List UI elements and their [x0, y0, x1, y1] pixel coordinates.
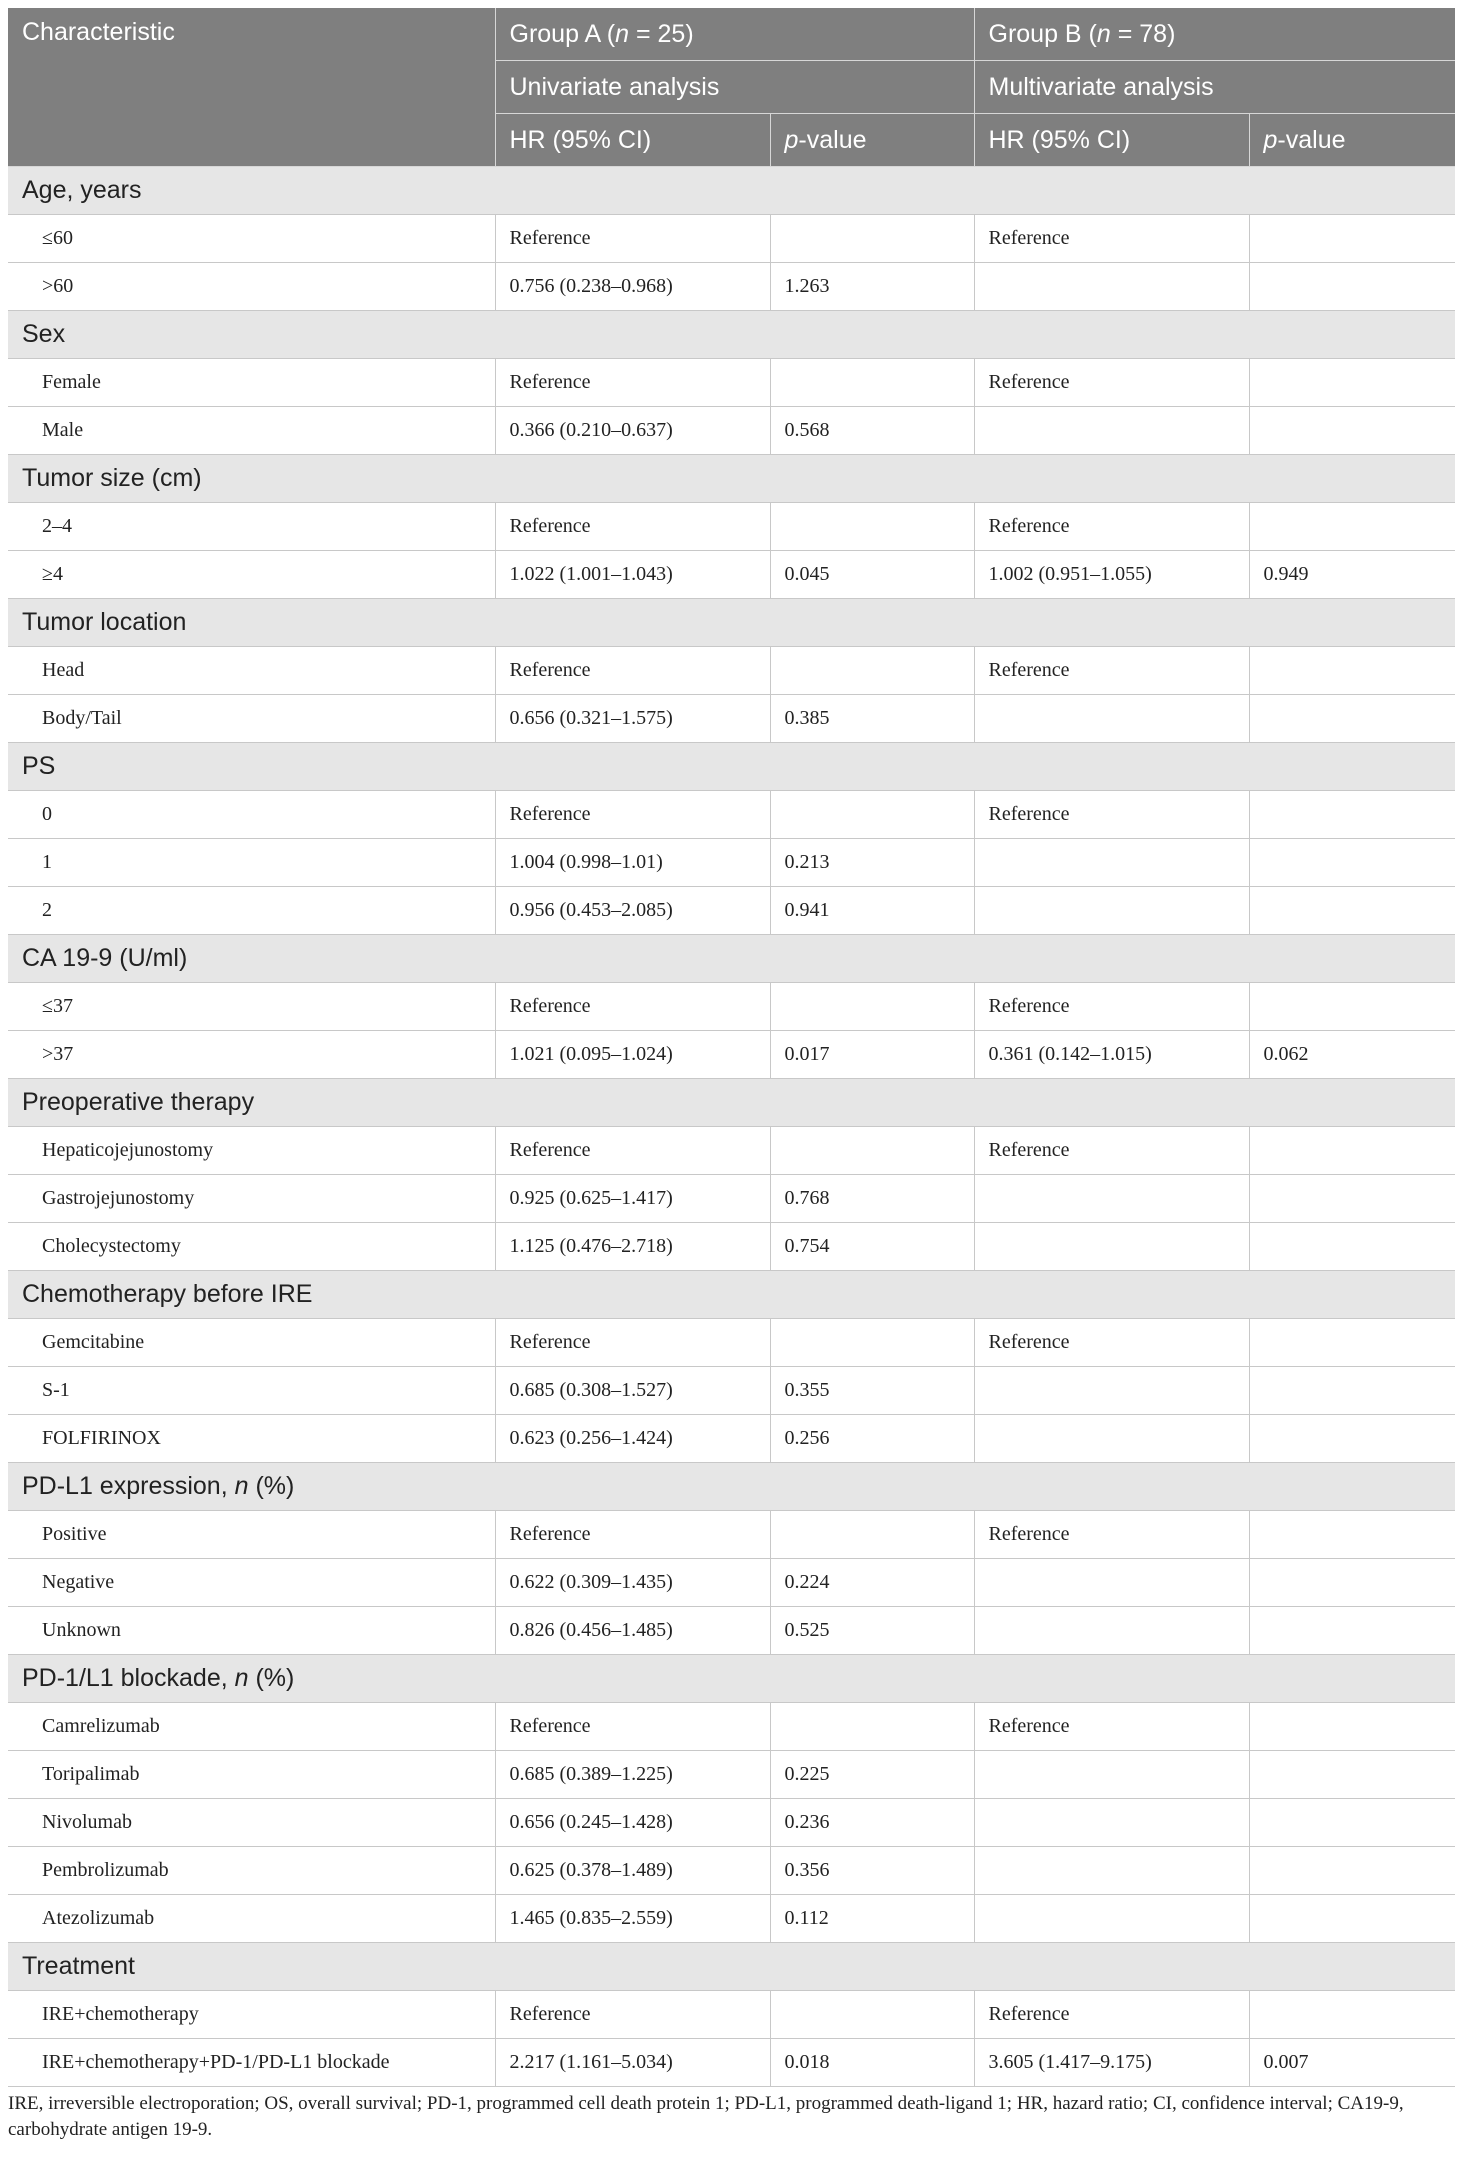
cell-p-univariate: 0.355 [770, 1367, 974, 1415]
cell-hr-univariate: 0.623 (0.256–1.424) [495, 1415, 770, 1463]
cell-p-univariate [770, 791, 974, 839]
row-label: Nivolumab [8, 1799, 495, 1847]
row-label: Gastrojejunostomy [8, 1175, 495, 1223]
table-row [8, 1367, 1455, 1415]
row-label: ≥4 [8, 551, 495, 599]
cell-hr-multivariate [974, 1415, 1249, 1463]
category-label-text: Tumor location [22, 608, 187, 636]
row-label: Hepaticojejunostomy [8, 1127, 495, 1175]
header-p-univariate: p-value [770, 114, 974, 167]
cell-hr-multivariate [974, 1559, 1249, 1607]
category-row [8, 1271, 1455, 1319]
cell-hr-univariate: Reference [495, 791, 770, 839]
table-row [8, 551, 1455, 599]
header-hr-multivariate: HR (95% CI) [974, 114, 1249, 167]
cell-p-univariate: 0.018 [770, 2039, 974, 2087]
category-row [8, 167, 1455, 215]
cell-hr-multivariate [974, 695, 1249, 743]
cell-p-univariate: 0.017 [770, 1031, 974, 1079]
cell-hr-univariate: 0.622 (0.309–1.435) [495, 1559, 770, 1607]
cell-hr-univariate: Reference [495, 503, 770, 551]
row-label: Female [8, 359, 495, 407]
cell-p-multivariate [1249, 1799, 1455, 1847]
table-row [8, 1127, 1455, 1175]
cell-p-multivariate [1249, 887, 1455, 935]
cell-hr-multivariate: Reference [974, 647, 1249, 695]
cell-p-multivariate [1249, 1127, 1455, 1175]
table-row [8, 359, 1455, 407]
category-label [8, 1943, 1455, 1991]
cell-p-univariate: 0.256 [770, 1415, 974, 1463]
cell-p-univariate [770, 1991, 974, 2039]
row-label: >60 [8, 263, 495, 311]
cell-hr-multivariate: Reference [974, 791, 1249, 839]
cell-p-multivariate [1249, 1751, 1455, 1799]
table-row [8, 1607, 1455, 1655]
category-label-text: PD-L1 expression, [22, 1472, 235, 1500]
category-row [8, 935, 1455, 983]
cell-p-univariate [770, 647, 974, 695]
cell-p-multivariate [1249, 1895, 1455, 1943]
cell-hr-multivariate [974, 1223, 1249, 1271]
header-characteristic: Characteristic [8, 8, 495, 167]
cell-hr-multivariate: 1.002 (0.951–1.055) [974, 551, 1249, 599]
cell-hr-multivariate [974, 1751, 1249, 1799]
cell-p-multivariate [1249, 407, 1455, 455]
cell-hr-multivariate: Reference [974, 1703, 1249, 1751]
cox-regression-table [8, 8, 1455, 2087]
cell-hr-univariate: 1.465 (0.835–2.559) [495, 1895, 770, 1943]
row-label: FOLFIRINOX [8, 1415, 495, 1463]
row-label: S-1 [8, 1367, 495, 1415]
category-label [8, 1271, 1455, 1319]
category-label [8, 455, 1455, 503]
table-row [8, 1799, 1455, 1847]
cell-hr-univariate: 0.685 (0.389–1.225) [495, 1751, 770, 1799]
cell-hr-univariate: Reference [495, 215, 770, 263]
cell-hr-univariate: 0.826 (0.456–1.485) [495, 1607, 770, 1655]
cell-hr-multivariate [974, 1175, 1249, 1223]
category-row [8, 1943, 1455, 1991]
row-label: IRE+chemotherapy+PD-1/PD-L1 blockade [8, 2039, 495, 2087]
category-label-text: Chemotherapy before IRE [22, 1280, 313, 1308]
cell-p-univariate [770, 1703, 974, 1751]
cell-hr-univariate: Reference [495, 1319, 770, 1367]
cell-hr-multivariate [974, 839, 1249, 887]
footnote-line-1: IRE, irreversible electroporation; OS, overall survival; PD-1, programmed cell death protein 1; PD-L1, programmed death-ligand 1; HR, hazard ratio; CI, confidence interval; CA19-9, [8, 2093, 1404, 2114]
cell-hr-univariate: Reference [495, 1511, 770, 1559]
cell-hr-univariate: 0.925 (0.625–1.417) [495, 1175, 770, 1223]
table-row [8, 791, 1455, 839]
cell-p-multivariate [1249, 1367, 1455, 1415]
row-label: Body/Tail [8, 695, 495, 743]
category-label-rest: (%) [248, 1664, 295, 1692]
header-univariate: Univariate analysis [495, 61, 974, 114]
cell-p-multivariate [1249, 503, 1455, 551]
row-label: 2 [8, 887, 495, 935]
cell-p-univariate: 1.263 [770, 263, 974, 311]
cell-p-multivariate [1249, 1559, 1455, 1607]
cell-hr-multivariate [974, 1847, 1249, 1895]
cell-p-univariate: 0.754 [770, 1223, 974, 1271]
cell-hr-multivariate: Reference [974, 983, 1249, 1031]
cell-hr-multivariate: Reference [974, 1511, 1249, 1559]
cell-p-multivariate [1249, 647, 1455, 695]
category-row [8, 1655, 1455, 1703]
row-label: Head [8, 647, 495, 695]
cell-p-multivariate [1249, 983, 1455, 1031]
cell-hr-multivariate [974, 1799, 1249, 1847]
table-row [8, 647, 1455, 695]
cell-p-multivariate [1249, 1991, 1455, 2039]
cell-hr-multivariate [974, 1895, 1249, 1943]
cell-p-multivariate: 0.949 [1249, 551, 1455, 599]
cell-p-multivariate [1249, 1223, 1455, 1271]
row-label: Atezolizumab [8, 1895, 495, 1943]
cell-p-multivariate [1249, 1511, 1455, 1559]
category-label-italic: n [234, 1664, 249, 1692]
cell-hr-multivariate [974, 263, 1249, 311]
cell-hr-multivariate: Reference [974, 503, 1249, 551]
cell-p-univariate: 0.045 [770, 551, 974, 599]
table-row [8, 839, 1455, 887]
cell-p-univariate: 0.213 [770, 839, 974, 887]
row-label: 1 [8, 839, 495, 887]
cell-p-univariate: 0.385 [770, 695, 974, 743]
cell-p-multivariate [1249, 791, 1455, 839]
cell-p-multivariate [1249, 1415, 1455, 1463]
row-label: Pembrolizumab [8, 1847, 495, 1895]
row-label: Male [8, 407, 495, 455]
table-header [8, 8, 1455, 167]
category-label-text: CA 19-9 (U/ml) [22, 944, 188, 972]
footnote-line-2: carbohydrate antigen 19-9. [8, 2119, 213, 2140]
header-group-a: Group A (n = 25) [495, 8, 974, 61]
cell-hr-univariate: 1.125 (0.476–2.718) [495, 1223, 770, 1271]
cell-hr-univariate: Reference [495, 1703, 770, 1751]
category-row [8, 1463, 1455, 1511]
header-multivariate: Multivariate analysis [974, 61, 1455, 114]
cell-hr-univariate: 0.756 (0.238–0.968) [495, 263, 770, 311]
header-group-b: Group B (n = 78) [974, 8, 1455, 61]
cell-p-multivariate [1249, 1319, 1455, 1367]
cell-hr-univariate: 1.022 (1.001–1.043) [495, 551, 770, 599]
table-row [8, 503, 1455, 551]
row-label: ≤60 [8, 215, 495, 263]
cell-p-multivariate [1249, 839, 1455, 887]
table-row [8, 1175, 1455, 1223]
category-label-text: Tumor size (cm) [22, 464, 202, 492]
cell-p-univariate: 0.768 [770, 1175, 974, 1223]
table-row [8, 1703, 1455, 1751]
category-label [8, 935, 1455, 983]
table-row [8, 1847, 1455, 1895]
category-row [8, 455, 1455, 503]
cell-p-multivariate [1249, 1175, 1455, 1223]
cell-p-univariate [770, 1319, 974, 1367]
cell-p-univariate: 0.236 [770, 1799, 974, 1847]
row-label: 2–4 [8, 503, 495, 551]
cell-p-multivariate [1249, 359, 1455, 407]
table-row [8, 1511, 1455, 1559]
row-label: Negative [8, 1559, 495, 1607]
cell-p-multivariate: 0.007 [1249, 2039, 1455, 2087]
row-label: ≤37 [8, 983, 495, 1031]
cell-hr-multivariate [974, 407, 1249, 455]
cell-hr-multivariate: 3.605 (1.417–9.175) [974, 2039, 1249, 2087]
cell-hr-multivariate: Reference [974, 359, 1249, 407]
table-row [8, 1559, 1455, 1607]
category-row [8, 743, 1455, 791]
category-label-text: PS [22, 752, 56, 780]
table-row [8, 407, 1455, 455]
cell-p-multivariate [1249, 215, 1455, 263]
cell-p-univariate [770, 215, 974, 263]
row-label: Cholecystectomy [8, 1223, 495, 1271]
cell-hr-multivariate: Reference [974, 215, 1249, 263]
cell-hr-multivariate [974, 1367, 1249, 1415]
cell-p-univariate: 0.525 [770, 1607, 974, 1655]
cell-hr-multivariate [974, 887, 1249, 935]
row-label: Toripalimab [8, 1751, 495, 1799]
category-label-italic: n [234, 1472, 249, 1500]
table-row [8, 983, 1455, 1031]
row-label: Gemcitabine [8, 1319, 495, 1367]
table-row [8, 1319, 1455, 1367]
table-row [8, 887, 1455, 935]
category-label-rest: (%) [248, 1472, 295, 1500]
category-label [8, 599, 1455, 647]
category-row [8, 311, 1455, 359]
cell-hr-univariate: 0.625 (0.378–1.489) [495, 1847, 770, 1895]
cell-p-univariate: 0.112 [770, 1895, 974, 1943]
row-label: Camrelizumab [8, 1703, 495, 1751]
row-label: IRE+chemotherapy [8, 1991, 495, 2039]
table-row [8, 1895, 1455, 1943]
table-row [8, 1031, 1455, 1079]
cell-hr-multivariate: Reference [974, 1991, 1249, 2039]
cell-hr-univariate: 1.021 (0.095–1.024) [495, 1031, 770, 1079]
row-label: 0 [8, 791, 495, 839]
table-row [8, 1751, 1455, 1799]
table-row [8, 2039, 1455, 2087]
cell-p-multivariate [1249, 1703, 1455, 1751]
cell-hr-univariate: Reference [495, 1127, 770, 1175]
table-row [8, 1223, 1455, 1271]
cell-hr-multivariate [974, 1607, 1249, 1655]
category-label [8, 743, 1455, 791]
category-label-text: Treatment [22, 1952, 136, 1980]
cell-hr-univariate: 0.366 (0.210–0.637) [495, 407, 770, 455]
table-row [8, 695, 1455, 743]
cell-p-univariate [770, 983, 974, 1031]
row-label: >37 [8, 1031, 495, 1079]
cell-p-multivariate [1249, 1847, 1455, 1895]
header-p-multivariate: p-value [1249, 114, 1455, 167]
category-row [8, 599, 1455, 647]
table-row [8, 215, 1455, 263]
cell-hr-multivariate: 0.361 (0.142–1.015) [974, 1031, 1249, 1079]
cell-hr-univariate: 0.656 (0.321–1.575) [495, 695, 770, 743]
cell-hr-univariate: 0.956 (0.453–2.085) [495, 887, 770, 935]
header-hr-univariate: HR (95% CI) [495, 114, 770, 167]
cell-p-multivariate [1249, 695, 1455, 743]
cell-p-univariate: 0.356 [770, 1847, 974, 1895]
cell-p-univariate: 0.224 [770, 1559, 974, 1607]
cell-hr-univariate: 2.217 (1.161–5.034) [495, 2039, 770, 2087]
category-label-text: Sex [22, 320, 66, 348]
table-row [8, 1991, 1455, 2039]
row-label: Unknown [8, 1607, 495, 1655]
cell-p-univariate: 0.568 [770, 407, 974, 455]
cell-p-univariate [770, 503, 974, 551]
cell-p-univariate: 0.225 [770, 1751, 974, 1799]
cell-hr-univariate: 0.685 (0.308–1.527) [495, 1367, 770, 1415]
category-label [8, 1655, 1455, 1703]
cell-p-univariate [770, 1127, 974, 1175]
cell-hr-multivariate: Reference [974, 1127, 1249, 1175]
row-label: Positive [8, 1511, 495, 1559]
cell-hr-univariate: 0.656 (0.245–1.428) [495, 1799, 770, 1847]
category-label-text: Preoperative therapy [22, 1088, 255, 1116]
cell-p-multivariate: 0.062 [1249, 1031, 1455, 1079]
cell-hr-univariate: Reference [495, 983, 770, 1031]
category-label [8, 1463, 1455, 1511]
cell-p-univariate: 0.941 [770, 887, 974, 935]
category-label-text: PD-1/L1 blockade, [22, 1664, 235, 1692]
table-body [8, 167, 1455, 2087]
cell-hr-univariate: Reference [495, 647, 770, 695]
cell-p-univariate [770, 1511, 974, 1559]
table-row [8, 263, 1455, 311]
cell-hr-univariate: Reference [495, 1991, 770, 2039]
category-label [8, 1079, 1455, 1127]
category-label [8, 167, 1455, 215]
category-label-text: Age, years [22, 176, 142, 204]
cell-p-multivariate [1249, 263, 1455, 311]
cell-hr-multivariate: Reference [974, 1319, 1249, 1367]
cell-p-univariate [770, 359, 974, 407]
table-row [8, 1415, 1455, 1463]
cell-hr-univariate: 1.004 (0.998–1.01) [495, 839, 770, 887]
cell-p-multivariate [1249, 1607, 1455, 1655]
cell-hr-univariate: Reference [495, 359, 770, 407]
category-label [8, 311, 1455, 359]
table-container [8, 8, 1455, 2143]
category-row [8, 1079, 1455, 1127]
table-footnote [8, 2091, 1455, 2143]
